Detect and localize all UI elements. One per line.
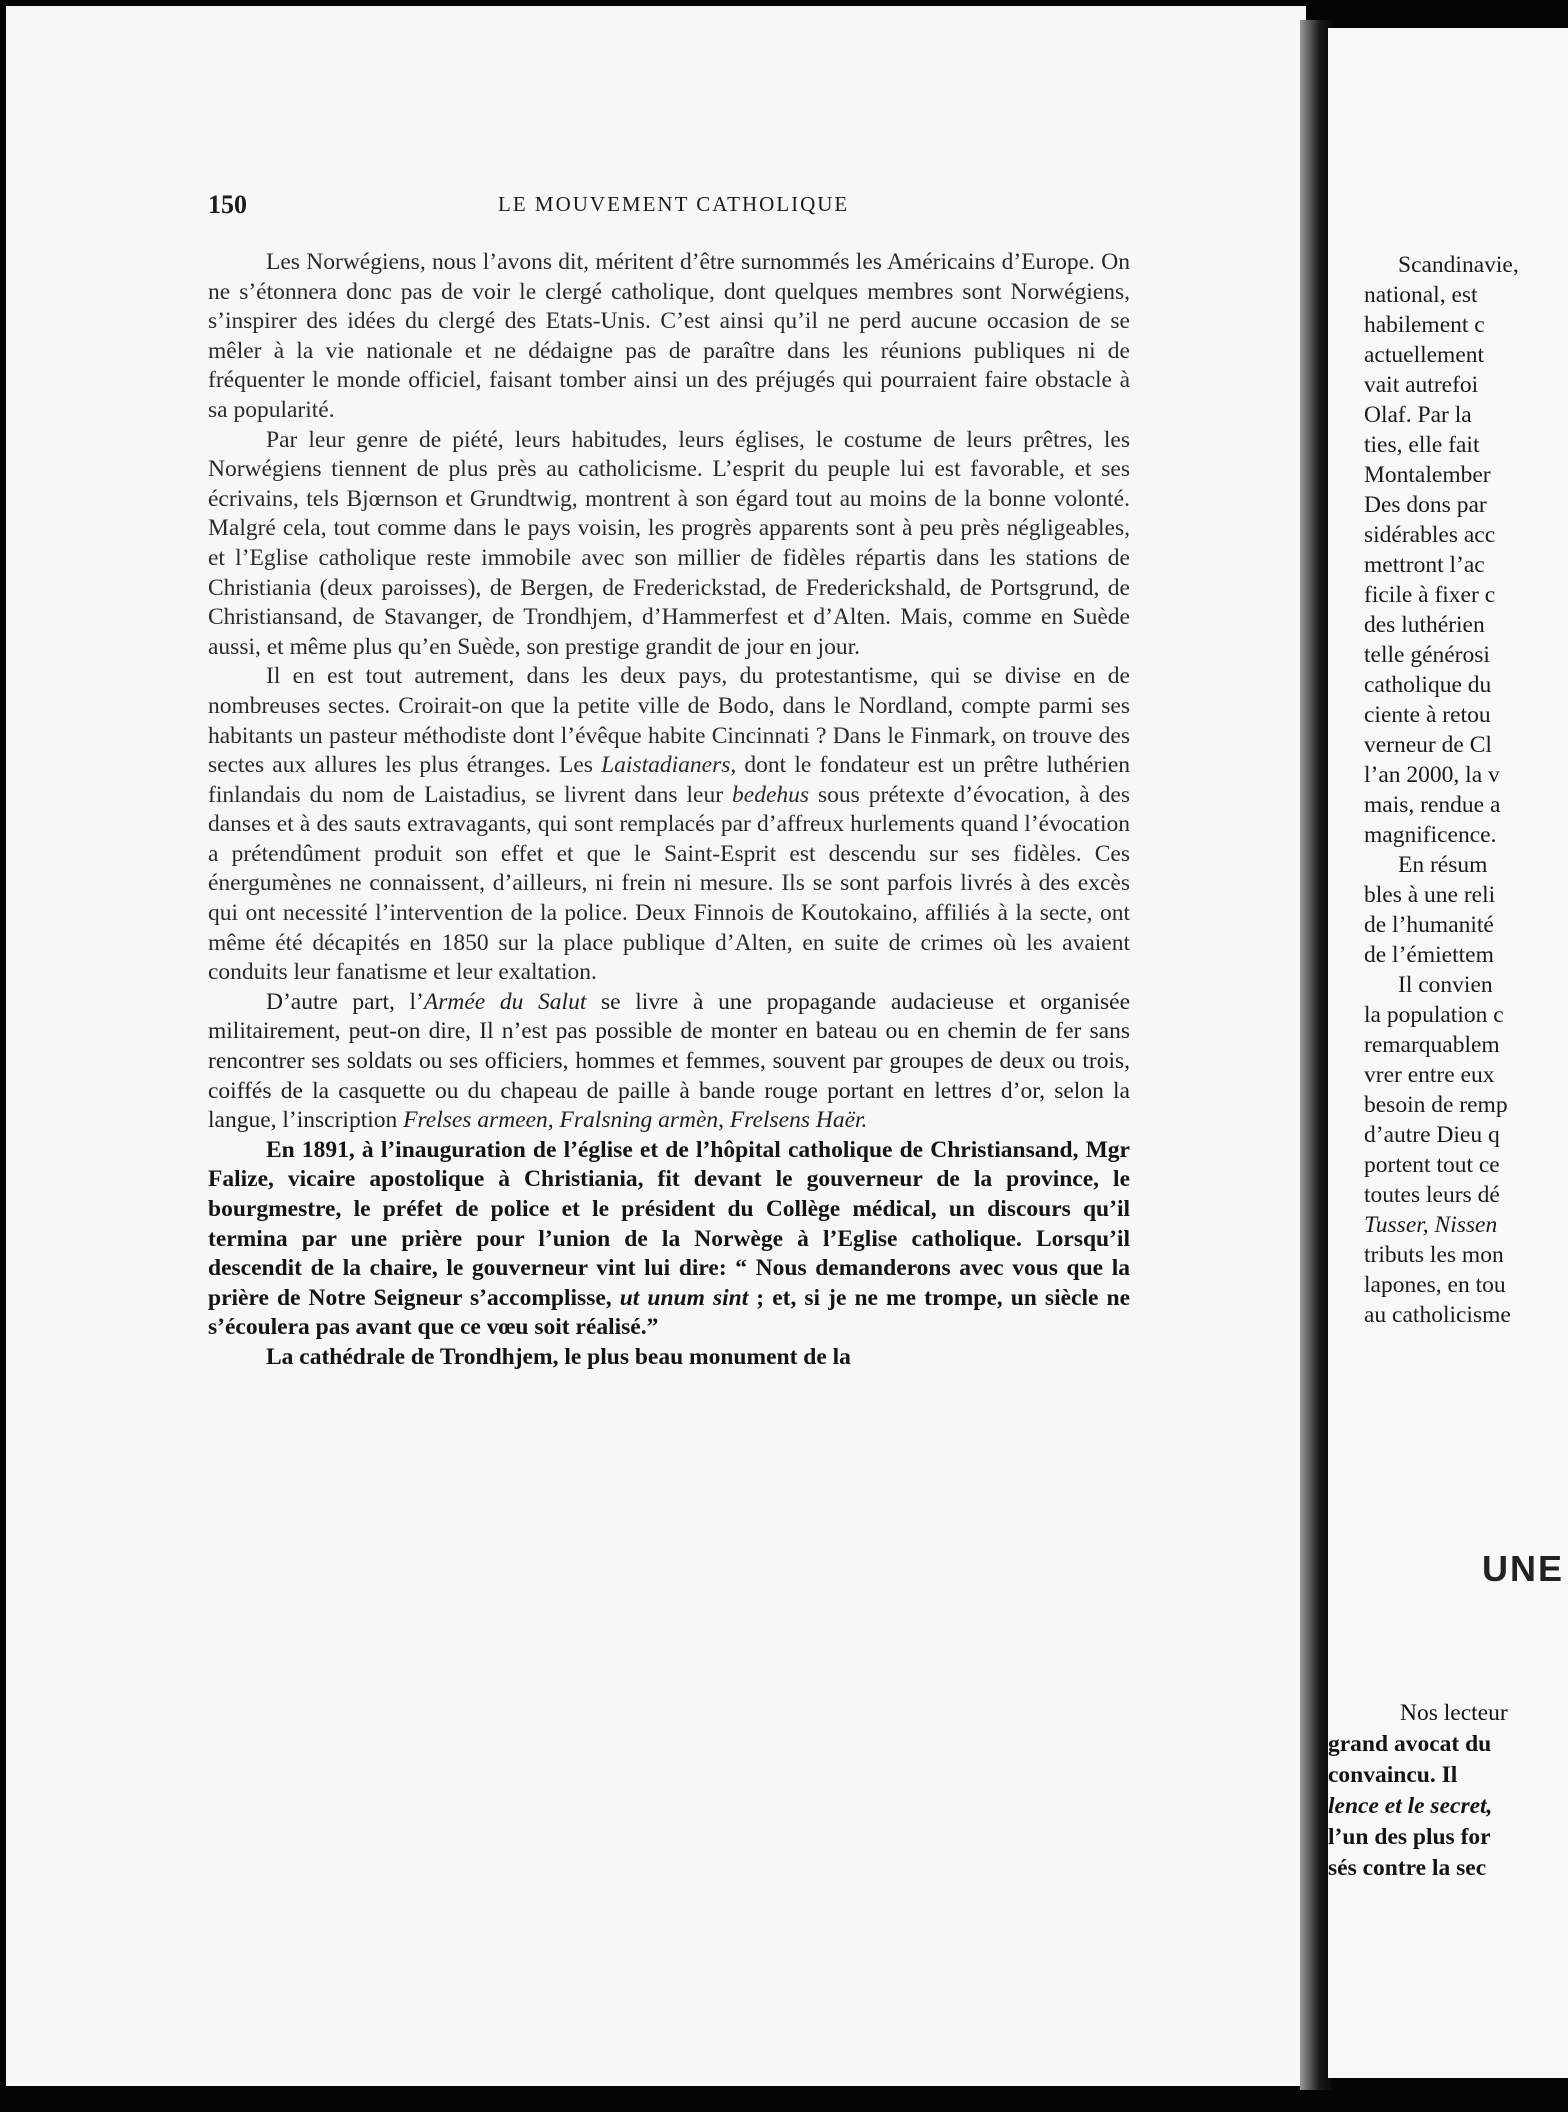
text-line: Tusser, Nissen (1364, 1212, 1498, 1238)
text-line: sés contre la sec (1328, 1855, 1487, 1881)
text-line: Olaf. Par la (1364, 402, 1472, 428)
text-line: ficile à fixer c (1364, 582, 1496, 608)
text-line: d’autre Dieu q (1364, 1122, 1500, 1148)
text-run: sous prétexte d’évocation, à des danses et à des sauts extravagants, qui sont remplacés par d’affreux hurlements quand l’évocation a prétendûment produit son effet et que le Saint-Esprit est descendu sur ses fidèles. Ces énergumènes ne connaissent, d’ailleurs, ni frein ni mesure. Ils se sont parfois livrés à des excès qui ont necessité l’intervention de la police. Deux Finnois de Koutokaino, affiliés à la secte, ont même été décapités en 1850 sur la place publique d’Alten, en suite de crimes où les avaient conduits leur fanatisme et leur exaltation. (208, 781, 1130, 986)
text-line: magnificence. (1364, 822, 1497, 848)
paragraph (208, 248, 1130, 426)
text-line: lapones, en tou (1364, 1272, 1506, 1298)
text-line: l’un des plus for (1328, 1824, 1491, 1850)
text-line: habilement c (1364, 312, 1485, 338)
paragraph (208, 1343, 1130, 1373)
text-line: telle générosi (1364, 642, 1490, 668)
text-run: se livre à une propagande audacieuse et organisée militairement, peut-on dire, Il n’est pas possible de monter en bateau ou en chemin de fer sans rencontrer ses soldats ou ses officiers, hommes et femmes, souvent par groupes de deux ou trois, coiffés de la casquette ou du chapeau de paille à bande rouge portant en lettres d’or, selon la langue, l’inscription (208, 988, 1130, 1134)
text-line: sidérables acc (1364, 522, 1496, 548)
text-run: La cathédrale de Trondhjem, le plus beau monument de la (266, 1343, 851, 1370)
right-page-section-heading: UNE (1482, 1548, 1565, 1589)
text-run: Il en est tout autrement, dans les deux pays, du protestantisme, qui se divise en de nombreuses sectes. Croirait-on que la petite ville de Bodo, dans le Nordland, compte parmi ses habitants un pasteur méthodiste dont l’évêque habite Cincinnati ? Dans le Finmark, on trouve des sectes aux allures les plus étranges. Les (208, 663, 1130, 779)
text-line: lence et le secret, (1328, 1793, 1493, 1819)
text-line: En résum (1398, 852, 1488, 878)
text-line: national, est (1364, 282, 1478, 308)
text-line: ties, elle fait (1364, 432, 1480, 458)
text-line: la population c (1364, 1002, 1504, 1028)
paragraph (208, 1136, 1130, 1343)
right-page (1328, 28, 1568, 2078)
text-line: vrer entre eux (1364, 1062, 1495, 1088)
italic-text: bedehus (732, 781, 810, 808)
text-line: grand avocat du (1328, 1731, 1492, 1757)
paragraph (208, 662, 1130, 988)
text-line: portent tout ce (1364, 1152, 1500, 1178)
text-line: bles à une reli (1364, 882, 1496, 908)
text-run: , dont le fondateur est un prêtre luthérien finlandais du nom de Laistadius, se livrent dans leur (208, 752, 1131, 808)
text-line: de l’humanité (1364, 912, 1494, 938)
text-line: ciente à retou (1364, 702, 1491, 728)
text-run: Par leur genre de piété, leurs habitudes, leurs églises, le costume de leurs prêtres, les Norwégiens tiennent de plus près au catholicisme. L’esprit du peuple lui est favorable, et ses écrivains, tels Bjœrnson et Grundtwig, montrent à son égard tout au moins de la bonne volonté. Malgré cela, tout comme dans le pays voisin, les progrès apparents sont à peu près négligeables, et l’Eglise catholique reste immobile avec son millier de fidèles répartis dans les stations de Christiania (deux paroisses), de Bergen, de Frederickstad, de Frederickshald, de Portsgrund, de Christiansand, de Stavanger, de Trondhjem, d’Hammerfest et d’Alten. Mais, comme en Suède aussi, et même plus qu’en Suède, son prestige grandit de jour en jour. (208, 426, 1130, 660)
page-number: 150 (208, 190, 247, 219)
text-line: convaincu. Il (1328, 1762, 1458, 1788)
text-line: mettront l’ac (1364, 552, 1485, 578)
text-line: de l’émiettem (1364, 942, 1494, 968)
text-line: catholique du (1364, 672, 1492, 698)
italic-text: ut unum sint (619, 1284, 749, 1311)
text-run: D’autre part, l’ (266, 988, 424, 1015)
text-line: tributs les mon (1364, 1242, 1504, 1268)
text-line: Nos lecteur (1400, 1700, 1508, 1726)
text-line: Il convien (1398, 972, 1493, 998)
italic-text: Frelses armeen, Fralsning armèn, Frelsens Haër. (403, 1107, 868, 1134)
page-header (208, 190, 1138, 226)
text-line: vait autrefoi (1364, 372, 1479, 398)
text-line: Des dons par (1364, 492, 1487, 518)
text-line: verneur de Cl (1364, 732, 1492, 758)
text-run: Les Norwégiens, nous l’avons dit, méritent d’être surnommés les Américains d’Europe. On ne s’étonnera donc pas de voir le clergé catholique, dont quelques membres sont Norwégiens, s’inspirer des idées du clergé des Etats-Unis. C’est ainsi qu’il ne perd aucune occasion de se mêler à la vie nationale et ne dédaigne pas de paraître dans les réunions publiques ni de fréquenter le monde officiel, faisant tomber ainsi un des préjugés qui pourraient faire obstacle à sa popularité. (208, 249, 1130, 423)
text-line: au catholicisme (1364, 1302, 1511, 1328)
paragraph (208, 426, 1130, 663)
text-line: Montalember (1364, 462, 1491, 488)
italic-text: Laistadianers (601, 752, 731, 779)
text-line: Scandinavie, (1398, 252, 1519, 278)
text-line: besoin de remp (1364, 1092, 1508, 1118)
text-line: mais, rendue a (1364, 792, 1501, 818)
text-run: En 1891, à l’inauguration de l’église et de l’hôpital catholique de Christiansand, Mgr Falize, vicaire apostolique à Christiania, fit devant le gouverneur de la province, le bourgmestre, le préfet de police et le président du Collège médical, un discours qu’il termina par une prière pour l’union de la Norwège à l’Eglise catholique. Lorsqu’il descendit de la chaire, le gouverneur vint lui dire: “ Nous demanderons avec vous que la prière de Notre Seigneur s’accomplisse, (208, 1136, 1130, 1311)
left-page-body-text (208, 248, 1130, 1373)
text-line: l’an 2000, la v (1364, 762, 1500, 788)
paragraph (208, 988, 1130, 1136)
text-run: ; et, si je ne me trompe, un siècle ne s’écoulera pas avant que ce vœu soit réalisé.” (208, 1284, 1131, 1341)
italic-text: Armée du Salut (423, 988, 587, 1015)
text-line: actuellement (1364, 342, 1485, 368)
right-page-text-lower (1328, 1698, 1568, 1884)
text-line: remarquablem (1364, 1032, 1500, 1058)
right-page-text-upper (1364, 250, 1568, 1330)
running-title: LE MOUVEMENT CATHOLIQUE (498, 192, 850, 216)
text-line: des luthérien (1364, 612, 1485, 638)
text-line: toutes leurs dé (1364, 1182, 1500, 1208)
